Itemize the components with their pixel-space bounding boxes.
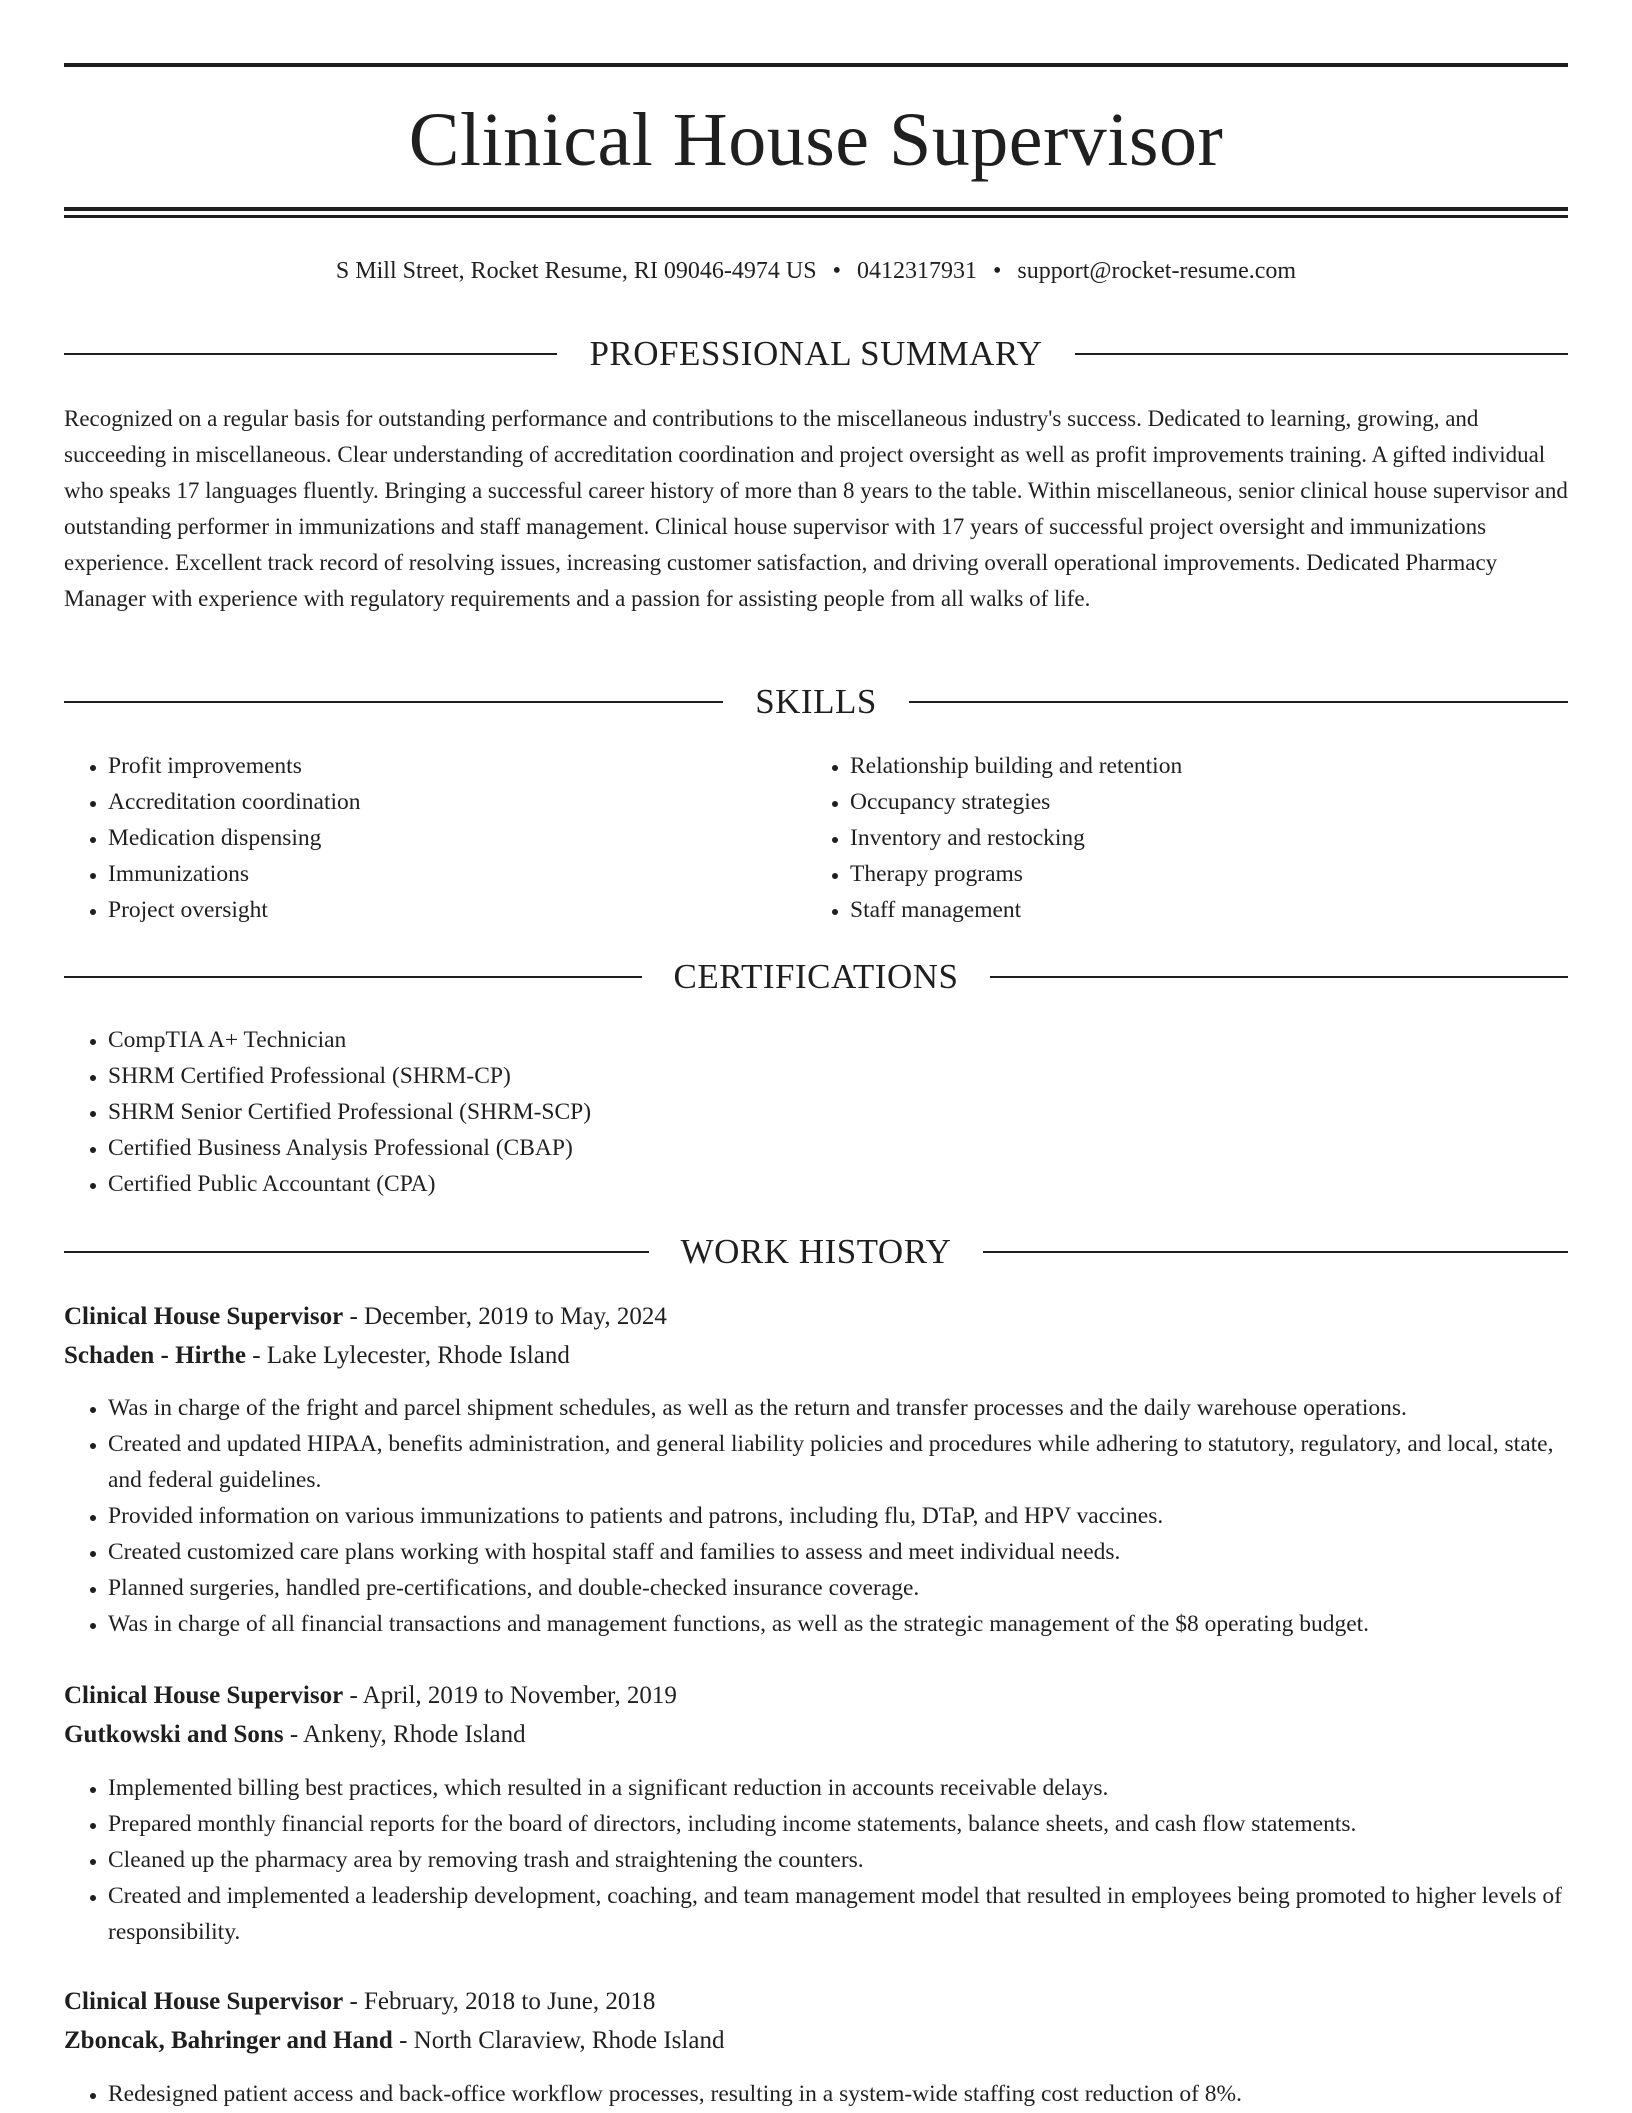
- contact-email[interactable]: support@rocket-resume.com: [1017, 258, 1297, 284]
- job-dates: - April, 2019 to November, 2019: [343, 1682, 677, 1709]
- skill-item: • Accreditation coordination: [108, 784, 804, 820]
- contact-phone: 0412317931: [856, 258, 977, 284]
- job-dates: - December, 2019 to May, 2024: [343, 1303, 667, 1330]
- skill-item: • Occupancy strategies: [850, 784, 1546, 820]
- certification-item: • CompTIA A+ Technician: [108, 1022, 1568, 1058]
- job-company: Gutkowski and Sons: [64, 1721, 284, 1748]
- skill-item: • Inventory and restocking: [850, 820, 1546, 856]
- heading-rule: [64, 701, 723, 703]
- job-title-line: [64, 1982, 1568, 2022]
- summary-text: Recognized on a regular basis for outstanding performance and contributions to the miscellaneous industry's success. Dedicated to learning, growing, and succeeding in miscellaneous. Clear understanding of accreditation coordination and project oversight as well as profit improvements training. A gifted individual who speaks 17 languages fluently. Bringing a successful career history of more than 8 years to the table. Within miscellaneous, senior clinical house supervisor and outstanding performer in immunizations and staff management. Clinical house supervisor with 17 years of successful project oversight and immunizations experience. Excellent track record of resolving issues, increasing customer satisfaction, and driving overall operational improvements. Dedicated Pharmacy Manager with experience with regulatory requirements and a passion for assisting people from all walks of life.: [64, 406, 1568, 611]
- job-bullets: [64, 1770, 1568, 1950]
- section-title: PROFESSIONAL SUMMARY: [589, 334, 1043, 373]
- job-location: - North Claraview, Rhode Island: [392, 2027, 725, 2054]
- skill-item: • Staff management: [850, 892, 1546, 928]
- job-title: Clinical House Supervisor: [64, 1682, 344, 1709]
- job-location: - Lake Lylecester, Rhode Island: [245, 1342, 570, 1369]
- header-bottom-rule-second: [64, 215, 1568, 218]
- job-location: - Ankeny, Rhode Island: [283, 1721, 526, 1748]
- section-heading-certifications: [64, 955, 1568, 999]
- skill-item: • Profit improvements: [108, 748, 804, 784]
- section-title: CERTIFICATIONS: [673, 957, 959, 996]
- skill-item: • Immunizations: [108, 856, 804, 892]
- job-bullet: • Created customized care plans working with hospital staff and families to assess and meet individual needs.: [108, 1534, 1568, 1570]
- job-bullet: • Was in charge of the fright and parcel shipment schedules, as well as the return and transfer processes and the daily warehouse operations.: [108, 1390, 1568, 1426]
- job-bullet: • Was in charge of all financial transactions and management functions, as well as the strategic management of the $8 operating budget.: [108, 1606, 1568, 1642]
- contact-separator: •: [992, 258, 1002, 284]
- skill-item: • Relationship building and retention: [850, 748, 1546, 784]
- heading-rule: [990, 976, 1568, 978]
- job-company: Zboncak, Bahringer and Hand: [64, 2027, 393, 2054]
- heading-rule: [909, 701, 1568, 703]
- job-title: Clinical House Supervisor: [64, 1988, 344, 2015]
- contact-line: [64, 255, 1568, 287]
- heading-rule: [64, 976, 642, 978]
- heading-rule: [64, 353, 557, 355]
- contact-address: S Mill Street, Rocket Resume, RI 09046-4974 US: [335, 258, 817, 284]
- job-bullet: • Cleaned up the pharmacy area by removing trash and straightening the counters.: [108, 1842, 1568, 1878]
- skill-item: • Medication dispensing: [108, 820, 804, 856]
- contact-separator: •: [832, 258, 841, 284]
- job-bullet: • Provided information on various immunizations to patients and patrons, including flu, DTaP, and HPV vaccines.: [108, 1498, 1568, 1534]
- certification-item: • Certified Public Accountant (CPA): [108, 1166, 1568, 1202]
- section-heading-skills: [64, 680, 1568, 724]
- section-title: SKILLS: [755, 682, 877, 721]
- job-title-line: [64, 1297, 1568, 1337]
- job-bullet: • Prepared monthly financial reports for the board of directors, including income statements, balance sheets, and cash flow statements.: [108, 1806, 1568, 1842]
- skills-right-column: [806, 748, 1546, 928]
- job-bullet: • Planned surgeries, handled pre-certifications, and double-checked insurance coverage.: [108, 1570, 1568, 1606]
- resume-title: Clinical House Supervisor: [408, 98, 1224, 182]
- job-dates: - February, 2018 to June, 2018: [343, 1988, 656, 2015]
- header-top-rule: [64, 63, 1568, 67]
- header-bottom-rule: [64, 207, 1568, 211]
- job-bullets: [64, 2076, 1568, 2112]
- job-bullet: • Created and implemented a leadership development, coaching, and team management model that resulted in employees being promoted to higher levels of responsibility.: [108, 1878, 1568, 1950]
- section-title: WORK HISTORY: [680, 1232, 952, 1271]
- skill-item: • Therapy programs: [850, 856, 1546, 892]
- job-bullet: • Redesigned patient access and back-office workflow processes, resulting in a system-wide staffing cost reduction of 8%.: [108, 2076, 1568, 2112]
- section-heading-summary: [64, 332, 1568, 376]
- job-company-line: [64, 1715, 1568, 1755]
- certifications-list: [64, 1022, 1568, 1202]
- heading-rule: [64, 1251, 649, 1253]
- certification-item: • SHRM Senior Certified Professional (SHRM-SCP): [108, 1094, 1568, 1130]
- job-title: Clinical House Supervisor: [64, 1303, 344, 1330]
- section-heading-work-history: [64, 1230, 1568, 1274]
- job-company-line: [64, 1336, 1568, 1376]
- job-company-line: [64, 2021, 1568, 2061]
- certification-item: • SHRM Certified Professional (SHRM-CP): [108, 1058, 1568, 1094]
- skills-left-column: [64, 748, 804, 928]
- job-company: Schaden - Hirthe: [64, 1342, 246, 1369]
- job-bullets: [64, 1390, 1568, 1642]
- job-bullet: • Created and updated HIPAA, benefits administration, and general liability policies and procedures while adhering to statutory, regulatory, and local, state, and federal guidelines.: [108, 1426, 1568, 1498]
- skill-item: • Project oversight: [108, 892, 804, 928]
- job-bullet: • Implemented billing best practices, which resulted in a significant reduction in accounts receivable delays.: [108, 1770, 1568, 1806]
- job-title-line: [64, 1676, 1568, 1716]
- heading-rule: [1075, 353, 1568, 355]
- heading-rule: [983, 1251, 1568, 1253]
- certification-item: • Certified Business Analysis Professional (CBAP): [108, 1130, 1568, 1166]
